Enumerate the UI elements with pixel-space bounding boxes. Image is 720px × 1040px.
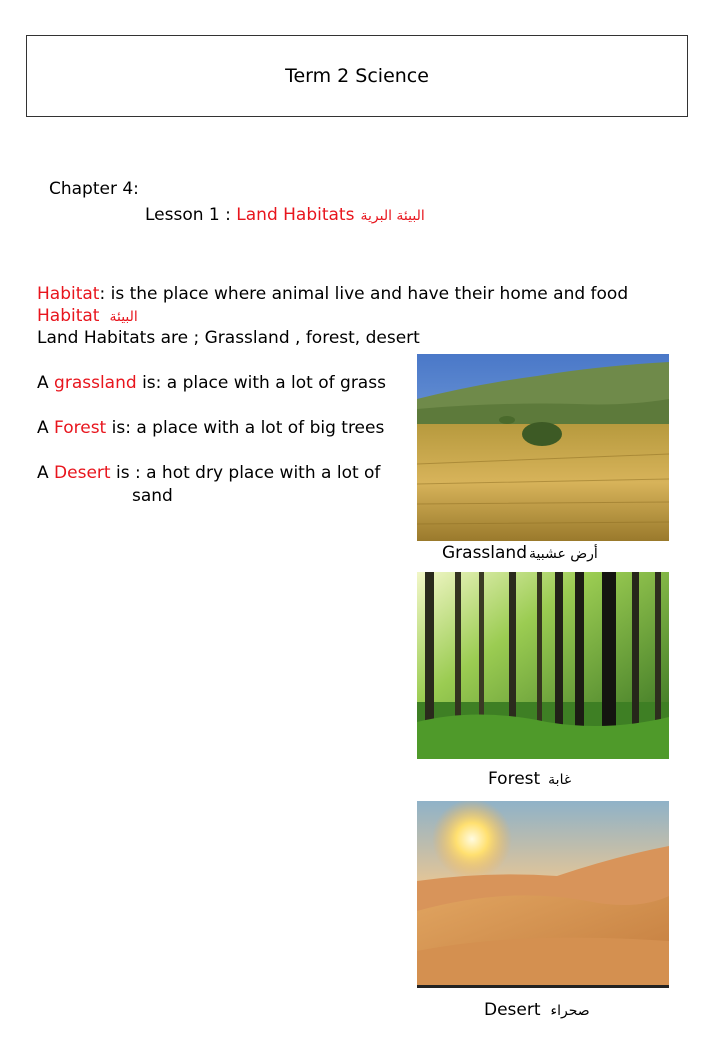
desert-caption-ar: صحراء [550, 1003, 590, 1019]
grassland-caption [442, 543, 598, 563]
page-title: Term 2 Science [285, 65, 429, 87]
lesson-prefix: Lesson 1 : [145, 205, 237, 225]
forest-caption-ar: غابة [548, 772, 572, 788]
land-habitats-list: Land Habitats are ; Grassland , forest, desert [37, 328, 420, 348]
grassland-definition [37, 373, 386, 393]
habitat-translation [37, 306, 138, 326]
grassland-def: is: a place with a lot of grass [136, 373, 386, 393]
desert-term: Desert [54, 463, 111, 483]
chapter-heading: Chapter 4: [49, 179, 139, 199]
grassland-image [417, 354, 669, 541]
desert-image [417, 801, 669, 988]
lesson-title-ar: البيئة البرية [360, 208, 425, 224]
grassland-term: grassland [54, 373, 137, 393]
habitat-definition [37, 284, 628, 304]
forest-definition [37, 418, 384, 438]
forest-image [417, 572, 669, 759]
lesson-title: Land Habitats [236, 205, 355, 225]
header-box [26, 35, 688, 117]
forest-caption-en: Forest [488, 769, 541, 789]
habitat-ar: البيئة [109, 309, 138, 325]
grassland-caption-en: Grassland [442, 543, 527, 563]
grassland-article: A [37, 373, 55, 393]
habitat-term: Habitat [37, 284, 100, 304]
desert-article: A [37, 463, 55, 483]
desert-definition-cont: sand [132, 486, 173, 506]
lesson-heading [145, 205, 425, 225]
habitat-term-2: Habitat [37, 306, 100, 326]
grassland-caption-ar: أرض عشبية [529, 546, 598, 562]
forest-caption [488, 769, 571, 789]
forest-term: Forest [54, 418, 107, 438]
forest-article: A [37, 418, 55, 438]
forest-def: is: a place with a lot of big trees [106, 418, 385, 438]
desert-def: is : a hot dry place with a lot of [110, 463, 381, 483]
desert-caption [484, 1000, 590, 1020]
habitat-def: : is the place where animal live and have their home and food [99, 284, 629, 304]
desert-caption-en: Desert [484, 1000, 541, 1020]
desert-definition [37, 463, 380, 483]
